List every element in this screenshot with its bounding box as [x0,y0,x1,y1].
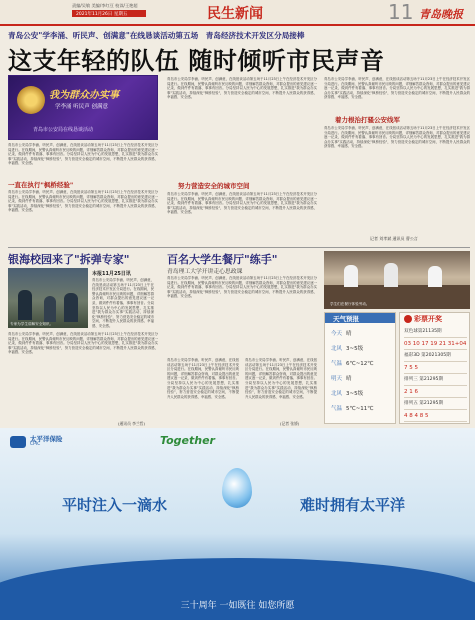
subhead-2: 努力营造安全的城市空间 [178,182,250,190]
ad-brand-sub: CPIC [30,442,41,447]
weather-label: 北风 [331,346,343,352]
weather-row [331,389,363,397]
photo-figure [344,265,358,287]
lottery-row: 4 8 4 8 5 [404,411,467,422]
column-1-body: 青岛市公安局学李涌、听民声、创满意，在线恳谈活动第五场于11月23日上午在经济技术开发区分局进行。在线期间，民警认真倾听市民反映的问题，详细解答群众咨询，对群众提出的意见建议逐一记录，做到件件有着落、事事有回音。分局坚持以人民为中心的发展思想，扎实推进"我为群众办实事"实践活动，持续深化"枫桥经验"，努力营造安全稳定的城市空间，不断提升人民群众的获得感、幸福感、安全感。 [8,190,158,213]
story2-sign: (记者 张娇) [280,421,300,426]
weather-row [331,359,373,367]
weather-row [331,344,363,352]
header-meta: 责编/吴敏 美编/李红豆 校读/王艳超 [72,3,138,8]
badge-line2: 学李涌 听民声 创满意 [55,104,108,110]
headline: 这支年轻的队伍 随时倾听市民声音 [8,47,385,75]
ad-slogan-left: 平时注入一滴水 [62,496,168,514]
subhead-3: 着力根治打骚公安线军 [335,116,400,124]
lottery-icon [404,315,412,323]
badge-emblem [17,86,45,114]
lottery-row: 福彩3D 第2021305期 [404,351,467,362]
weather-value: 6℃~12℃ [346,361,374,367]
photo-figure [384,263,398,287]
story1-body-a: 青岛市公安局学李涌、听民声、创满意，在线恳谈活动第五场于11月23日上午在经济技术开发区分局进行。在线期间，民警认真倾听市民反映的问题，详细解答群众咨询，对群众提出的意见建议逐一记录，做到件件有着落、事事有回音。分局坚持以人民为中心的发展思想，扎实推进"我为群众办实事"实践活动，持续深化"枫桥经验"，努力营造安全稳定的城市空间，不断提升人民群众的获得感、幸福感、安全感。 [92,278,154,328]
story2-body-a: 青岛市公安局学李涌、听民声、创满意，在线恳谈活动第五场于11月23日上午在经济技术开发区分局进行。在线期间，民警认真倾听市民反映的问题，详细解答群众咨询，对群众提出的意见建议逐一记录，做到件件有着落、事事有回音。分局坚持以人民为中心的发展思想，扎实推进"我为群众办实事"实践活动，持续深化"枫桥经验"，努力营造安全稳定的城市空间，不断提升人民群众的获得感、幸福感、安全感。 [167,276,317,299]
photo-figure [44,296,56,322]
weather-box [324,312,396,424]
kicker: 青岛公安"学李涌、听民声、创满意"在线恳谈活动第五场 青岛经济技术开发区分局接棒 [8,31,305,40]
story2-caption: 学生们在餐厅体验劳动。 [330,302,370,306]
weather-title: 天气预报 [333,315,359,323]
page-number: 11 [388,0,414,24]
weather-value: 晴 [346,331,352,337]
story2-title: 百名大学生餐厅"练手" [167,253,278,266]
story1-dateline: 本报11月25日讯 [92,271,131,277]
column-2-body-a: 青岛市公安局学李涌、听民声、创满意，在线恳谈活动第五场于11月23日上午在经济技术开发区分局进行。在线期间，民警认真倾听市民反映的问题，详细解答群众咨询，对群众提出的意见建议逐一记录，做到件件有着落、事事有回音。分局坚持以人民为中心的发展思想，扎实推进"我为群众办实事"实践活动，持续深化"枫桥经验"，努力营造安全稳定的城市空间，不断提升人民群众的获得感、幸福感、安全感。 [167,77,317,100]
brand-logo: 青岛晚报 [419,8,463,21]
insurance-ad [0,428,475,620]
story2-body-b: 青岛市公安局学李涌、听民声、创满意，在线恳谈活动第五场于11月23日上午在经济技术开发区分局进行。在线期间，民警认真倾听市民反映的问题，详细解答群众咨询，对群众提出的意见建议逐一记录，做到件件有着落、事事有回音。分局坚持以人民为中心的发展思想，扎实推进"我为群众办实事"实践活动，持续深化"枫桥经验"，努力营造安全稳定的城市空间，不断提升人民群众的获得感、幸福感、安全感。 [167,358,239,399]
lottery-row: 排列三 第21295期 [404,375,467,386]
weather-label: 明天 [331,376,343,382]
story1-sign: (通讯员 李兰哲) [118,421,145,426]
weather-row [331,374,352,382]
ad-bottom-text: 三十周年 一如既往 如您所愿 [180,601,295,611]
weather-value: 3~5级 [346,391,364,397]
story1-photo [8,268,88,328]
ad-slogan-right: 难时拥有太平洋 [300,496,406,514]
ad-brand: 太平洋保险 [30,435,63,443]
lottery-row: 双色球第21135期 [404,327,467,338]
weather-label: 北风 [331,391,343,397]
section-title: 民生新闻 [207,6,263,22]
weather-label: 气温 [331,361,343,367]
ad-logo-icon [10,436,26,448]
lottery-row: 排列五 第21295期 [404,399,467,410]
weather-value: 5℃~11℃ [346,406,374,412]
weather-value: 3~5级 [346,346,364,352]
lottery-row: 03 10 17 19 21 31+04 [404,339,467,350]
page-header [0,0,475,26]
photo-figure [64,293,78,322]
photo-figure [18,290,32,320]
lottery-box [399,312,470,424]
weather-row [331,404,373,412]
badge-line1: 我为群众办实事 [49,90,119,101]
story1-title: 银海校园来了"拆弹专家" [8,253,130,266]
header-date: 2021年11月26日 星期五 [76,12,128,17]
campaign-badge [8,75,158,140]
column-2-body-b: 青岛市公安局学李涌、听民声、创满意，在线恳谈活动第五场于11月23日上午在经济技术开发区分局进行。在线期间，民警认真倾听市民反映的问题，详细解答群众咨询，对群众提出的意见建议逐一记录，做到件件有着落、事事有回音。分局坚持以人民为中心的发展思想，扎实推进"我为群众办实事"实践活动，持续深化"枫桥经验"，努力营造安全稳定的城市空间，不断提升人民群众的获得感、幸福感、安全感。 [167,192,317,215]
column-3-body-b: 青岛市公安局学李涌、听民声、创满意，在线恳谈活动第五场于11月23日上午在经济技术开发区分局进行。在线期间，民警认真倾听市民反映的问题，详细解答群众咨询，对群众提出的意见建议逐一记录，做到件件有着落、事事有回音。分局坚持以人民为中心的发展思想，扎实推进"我为群众办实事"实践活动，持续深化"枫桥经验"，努力营造安全稳定的城市空间，不断提升人民群众的获得感、幸福感、安全感。 [324,126,470,149]
byline: 记者 刘孝斌 通讯员 曹公言 [370,236,418,241]
weather-label: 气温 [331,406,343,412]
lottery-title: 彩票开奖 [414,315,442,323]
column-3-body-a: 青岛市公安局学李涌、听民声、创满意，在线恳谈活动第五场于11月23日上午在经济技术开发区分局进行。在线期间，民警认真倾听市民反映的问题，详细解答群众咨询，对群众提出的意见建议逐一记录，做到件件有着落、事事有回音。分局坚持以人民为中心的发展思想，扎实推进"我为群众办实事"实践活动，持续深化"枫桥经验"，努力营造安全稳定的城市空间，不断提升人民群众的获得感、幸福感、安全感。 [324,77,470,100]
lottery-row: 2 1 6 [404,387,467,398]
weather-row [331,329,352,337]
ad-drop-icon [222,468,252,508]
story1-caption: 专家为学生讲解安全知识。 [10,322,54,326]
story2-photo [324,251,470,309]
subhead-1: 一直在执行"枫桥经验" [8,181,74,189]
photo-figure [428,266,442,287]
story2-body-c: 青岛市公安局学李涌、听民声、创满意，在线恳谈活动第五场于11月23日上午在经济技术开发区分局进行。在线期间，民警认真倾听市民反映的问题，详细解答群众咨询，对群众提出的意见建议逐一记录，做到件件有着落、事事有回音。分局坚持以人民为中心的发展思想，扎实推进"我为群众办实事"实践活动，持续深化"枫桥经验"，努力营造安全稳定的城市空间，不断提升人民群众的获得感、幸福感、安全感。 [245,358,317,399]
header-rule [0,24,475,26]
weather-label: 今天 [331,331,343,337]
ad-together-logo: Together [160,434,215,447]
lottery-row: 7 5 5 [404,363,467,374]
divider-top [8,247,470,248]
badge-line3: 青岛市公安局在线恳谈活动 [33,127,94,133]
lead-paragraph: 青岛市公安局学李涌、听民声、创满意，在线恳谈活动第五场于11月23日上午在经济技术开发区分局进行。在线期间，民警认真倾听市民反映的问题，详细解答群众咨询，对群众提出的意见建议逐一记录，做到件件有着落、事事有回音。分局坚持以人民为中心的发展思想，扎实推进"我为群众办实事"实践活动，持续深化"枫桥经验"，努力营造安全稳定的城市空间，不断提升人民群众的获得感、幸福感、安全感。 [8,143,158,166]
story2-subtitle: 青岛理工大学开讲走心思政课 [167,269,243,275]
weather-value: 晴 [346,376,352,382]
story1-body-b: 青岛市公安局学李涌、听民声、创满意，在线恳谈活动第五场于11月23日上午在经济技术开发区分局进行。在线期间，民警认真倾听市民反映的问题，详细解答群众咨询，对群众提出的意见建议逐一记录，做到件件有着落、事事有回音。分局坚持以人民为中心的发展思想，扎实推进"我为群众办实事"实践活动，持续深化"枫桥经验"，努力营造安全稳定的城市空间，不断提升人民群众的获得感、幸福感、安全感。 [8,332,158,355]
